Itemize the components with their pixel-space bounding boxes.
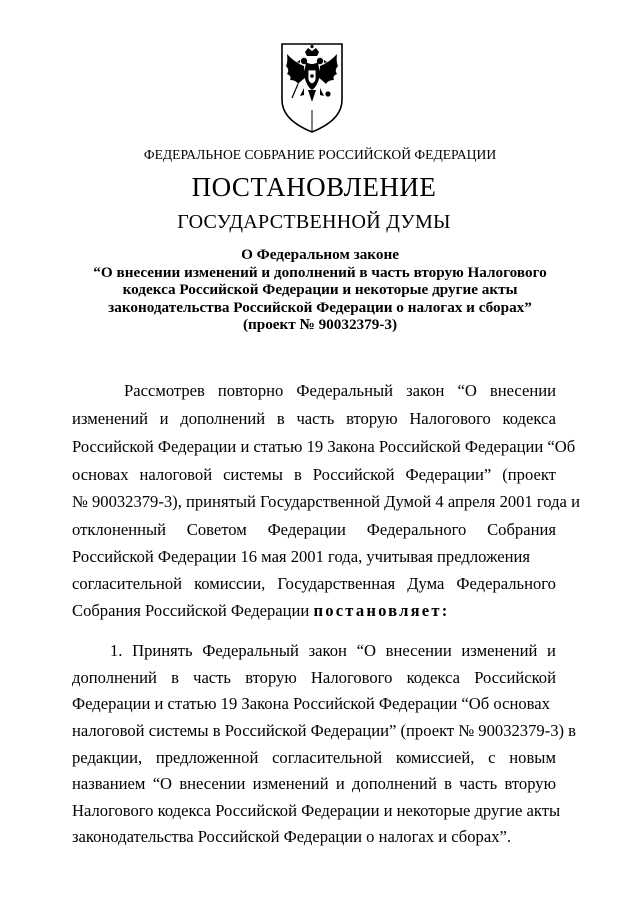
word: в xyxy=(171,668,179,687)
paragraph-line xyxy=(72,748,556,768)
organization-heading: ФЕДЕРАЛЬНОЕ СОБРАНИЕ РОССИЙСКОЙ ФЕДЕРАЦИИ xyxy=(143,147,497,162)
word: с xyxy=(488,748,496,767)
word: Федерального xyxy=(366,520,467,539)
word: 1. xyxy=(110,641,123,660)
paragraph-line xyxy=(72,409,556,429)
paragraph-line xyxy=(72,601,449,621)
word: Налогового xyxy=(310,668,393,687)
paragraph-line xyxy=(110,641,556,661)
word: в xyxy=(293,465,302,484)
word: системы xyxy=(223,465,283,484)
word: Федерации” xyxy=(405,465,492,484)
word: изменений xyxy=(72,409,148,428)
subject-line: (проект № 90032379-3) xyxy=(242,316,398,333)
word: часть xyxy=(459,774,498,793)
subject-line: законодательства Российской Федерации о налогах и сборах” xyxy=(108,298,532,316)
word: новым xyxy=(509,748,556,767)
word: внесении xyxy=(385,641,452,660)
word: Российской xyxy=(312,465,395,484)
paragraph-line: Российской Федерации и статью 19 Закона Российской Федерации “Об xyxy=(72,437,576,456)
issuing-body-title: ГОСУДАРСТВЕННОЙ ДУМЫ xyxy=(177,211,451,233)
paragraph-text: Собрания Российской Федерации xyxy=(72,601,314,620)
word: Налогового xyxy=(409,409,491,428)
word: и xyxy=(159,409,169,428)
word: часть xyxy=(296,409,335,428)
paragraph-line xyxy=(72,520,556,540)
word: согласительной xyxy=(72,574,183,593)
paragraph-line: Налогового кодекса Российской Федерации и некоторые другие акты xyxy=(72,801,561,820)
word: Собрания xyxy=(487,520,556,539)
word: изменений xyxy=(461,641,538,660)
body-paragraph-2 xyxy=(72,641,577,861)
word: редакции, xyxy=(72,748,143,767)
word: “О xyxy=(457,381,477,400)
document-type-title: ПОСТАНОВЛЕНИЕ xyxy=(191,172,437,202)
resolution-keyword: постановляет: xyxy=(313,601,450,620)
word: внесении xyxy=(179,774,246,793)
subject-line: кодекса Российской Федерации и некоторые другие акты xyxy=(122,281,518,298)
word: согласительной xyxy=(272,748,383,767)
paragraph-line: Федерации и статью 19 Закона Российской Федерации “Об основах xyxy=(72,694,550,713)
word: закон xyxy=(308,641,347,660)
word: Федерации xyxy=(267,520,346,539)
word: вторую xyxy=(504,774,556,793)
word: Государственная xyxy=(277,574,396,593)
word: кодекса xyxy=(502,409,556,428)
word: и xyxy=(547,641,556,660)
word: в xyxy=(276,409,285,428)
word: Принять xyxy=(132,641,193,660)
word: предложенной xyxy=(155,748,259,767)
word: отклоненный xyxy=(72,520,167,539)
state-emblem-icon xyxy=(278,40,346,136)
word: Дума xyxy=(407,574,445,593)
word: часть xyxy=(193,668,231,687)
paragraph-line xyxy=(124,381,556,401)
paragraph-line: № 90032379-3), принятый Государственной Думой 4 апреля 2001 года и xyxy=(72,492,580,511)
word: Федеральный xyxy=(202,641,299,660)
paragraph-line xyxy=(72,574,556,594)
word: закон xyxy=(406,381,445,400)
body-paragraph-1 xyxy=(72,381,580,621)
word: комиссии, xyxy=(194,574,266,593)
word: названием xyxy=(72,774,146,793)
word: и xyxy=(335,774,345,793)
paragraph-line: Российской Федерации 16 мая 2001 года, учитывая предложения xyxy=(72,547,530,566)
word: изменений xyxy=(252,774,329,793)
paragraph-line xyxy=(72,668,556,688)
word: в xyxy=(444,774,453,793)
word: основах xyxy=(72,465,129,484)
word: (проект xyxy=(502,465,556,484)
word: Федеральный xyxy=(296,381,394,400)
word: вторую xyxy=(245,668,297,687)
word: вторую xyxy=(346,409,398,428)
document-subject xyxy=(60,246,580,334)
word: “О xyxy=(152,774,173,793)
word: “О xyxy=(356,641,376,660)
subject-line: О Федеральном законе xyxy=(241,246,399,263)
paragraph-line xyxy=(72,465,556,485)
word: кодекса xyxy=(406,668,461,687)
subject-line: “О внесении изменений и дополнений в часть вторую Налогового xyxy=(93,263,547,281)
word: Федерального xyxy=(456,574,556,593)
word: дополнений xyxy=(72,668,157,687)
word: повторно xyxy=(217,381,284,400)
word: комиссией, xyxy=(395,748,475,767)
word: внесении xyxy=(489,381,556,400)
paragraph-line: налоговой системы в Российской Федерации” (проект № 90032379-3) в xyxy=(72,721,577,740)
paragraph-line xyxy=(72,774,556,794)
word: Рассмотрев xyxy=(124,381,205,400)
word: дополнений xyxy=(180,409,266,428)
paragraph-line: законодательства Российской Федерации о налогах и сборах”. xyxy=(72,827,512,846)
word: Советом xyxy=(186,520,247,539)
word: Российской xyxy=(474,668,556,687)
word: налоговой xyxy=(139,465,213,484)
word: дополнений xyxy=(352,774,437,793)
